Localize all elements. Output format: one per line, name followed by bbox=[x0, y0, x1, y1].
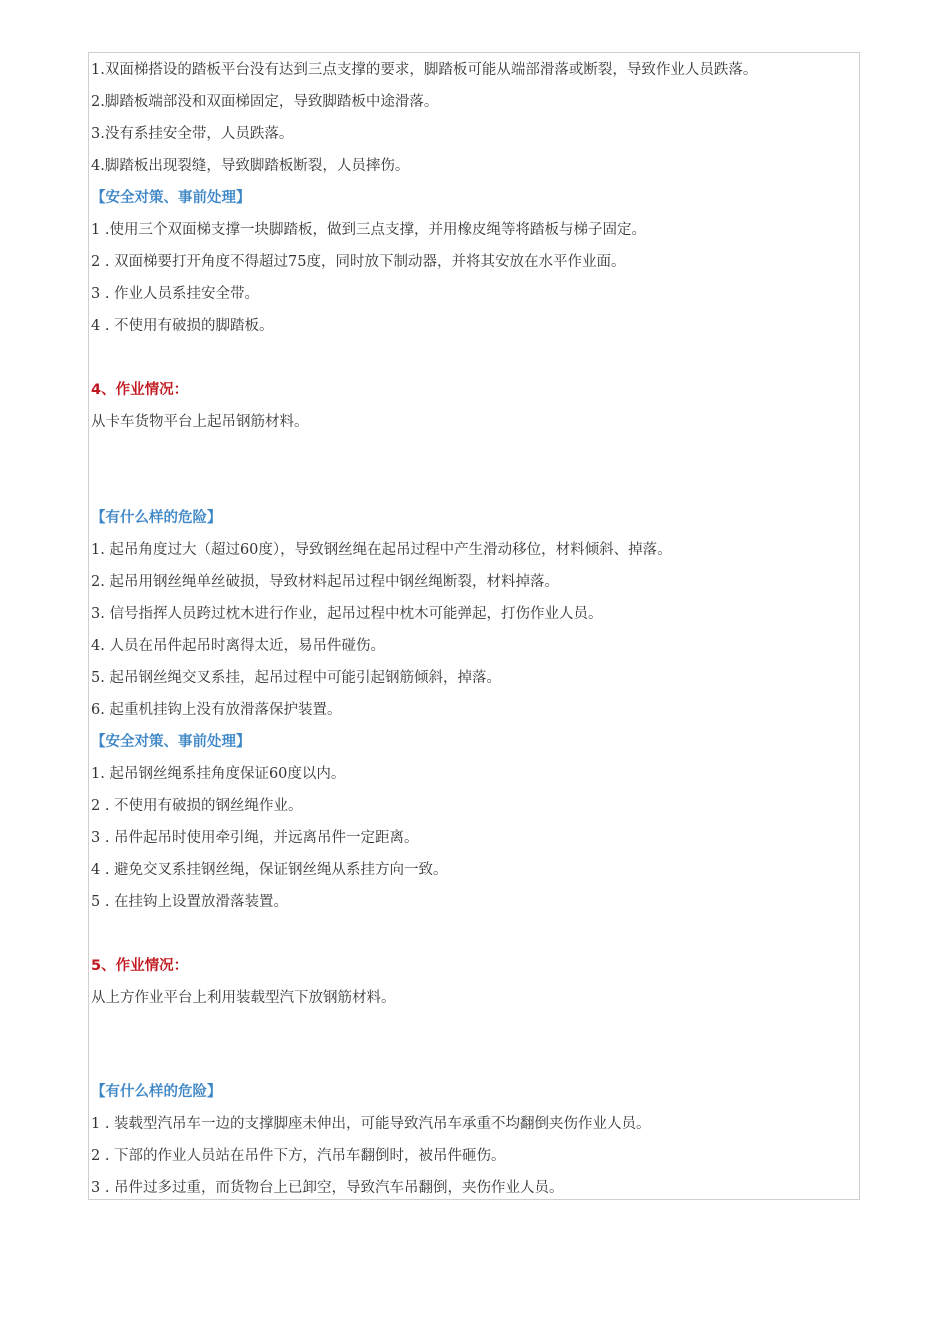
countermeasure-heading: 【安全对策、事前处理】 bbox=[91, 190, 251, 206]
hazard-item: 4.脚踏板出现裂缝，导致脚踏板断裂，人员摔伤。 bbox=[91, 158, 410, 174]
section-description: 从卡车货物平台上起吊钢筋材料。 bbox=[91, 414, 309, 430]
countermeasure-item: 1. 起吊钢丝绳系挂角度保证60度以内。 bbox=[91, 766, 346, 782]
hazard-heading: 【有什么样的危险】 bbox=[91, 510, 222, 526]
hazard-item: 2 . 下部的作业人员站在吊件下方，汽吊车翻倒时，被吊件砸伤。 bbox=[91, 1148, 506, 1164]
countermeasure-item: 3 . 作业人员系挂安全带。 bbox=[91, 286, 260, 302]
hazard-item: 3. 信号指挥人员跨过枕木进行作业，起吊过程中枕木可能弹起，打伤作业人员。 bbox=[91, 606, 603, 622]
countermeasure-item: 3 . 吊件起吊时使用牵引绳，并远离吊件一定距离。 bbox=[91, 830, 419, 846]
hazard-item: 6. 起重机挂钩上没有放滑落保护装置。 bbox=[91, 702, 342, 718]
hazard-item: 1 . 装载型汽吊车一边的支撑脚座未伸出，可能导致汽吊车承重不均翻倒夹伤作业人员。 bbox=[91, 1116, 651, 1132]
section-description: 从上方作业平台上利用装载型汽下放钢筋材料。 bbox=[91, 990, 396, 1006]
hazard-item: 4. 人员在吊件起吊时离得太近，易吊件碰伤。 bbox=[91, 638, 385, 654]
hazard-item: 2. 起吊用钢丝绳单丝破损，导致材料起吊过程中钢丝绳断裂，材料掉落。 bbox=[91, 574, 559, 590]
countermeasure-item: 4 . 避免交叉系挂钢丝绳，保证钢丝绳从系挂方向一致。 bbox=[91, 862, 448, 878]
hazard-item: 5. 起吊钢丝绳交叉系挂，起吊过程中可能引起钢筋倾斜，掉落。 bbox=[91, 670, 501, 686]
countermeasure-item: 2 . 不使用有破损的钢丝绳作业。 bbox=[91, 798, 303, 814]
countermeasure-item: 2 . 双面梯要打开角度不得超过75度，同时放下制动器，并将其安放在水平作业面。 bbox=[91, 254, 626, 270]
countermeasure-heading: 【安全对策、事前处理】 bbox=[91, 734, 251, 750]
countermeasure-item: 5 . 在挂钩上设置放滑落装置。 bbox=[91, 894, 289, 910]
countermeasure-item: 1 .使用三个双面梯支撑一块脚踏板，做到三点支撑，并用橡皮绳等将踏板与梯子固定。 bbox=[91, 222, 646, 238]
countermeasure-item: 4 . 不使用有破损的脚踏板。 bbox=[91, 318, 274, 334]
hazard-item: 2.脚踏板端部没和双面梯固定，导致脚踏板中途滑落。 bbox=[91, 94, 439, 110]
hazard-item: 1.双面梯搭设的踏板平台没有达到三点支撑的要求，脚踏板可能从端部滑落或断裂，导致作业人员跌落。 bbox=[91, 62, 758, 78]
hazard-item: 1. 起吊角度过大（超过60度），导致钢丝绳在起吊过程中产生滑动移位，材料倾斜、掉落。 bbox=[91, 542, 672, 558]
section-title: 5、作业情况： bbox=[91, 958, 189, 974]
hazard-item: 3 . 吊件过多过重，而货物台上已卸空，导致汽车吊翻倒，夹伤作业人员。 bbox=[91, 1180, 564, 1196]
section-title: 4、作业情况： bbox=[91, 382, 189, 398]
hazard-heading: 【有什么样的危险】 bbox=[91, 1084, 222, 1100]
hazard-item: 3.没有系挂安全带，人员跌落。 bbox=[91, 126, 294, 142]
